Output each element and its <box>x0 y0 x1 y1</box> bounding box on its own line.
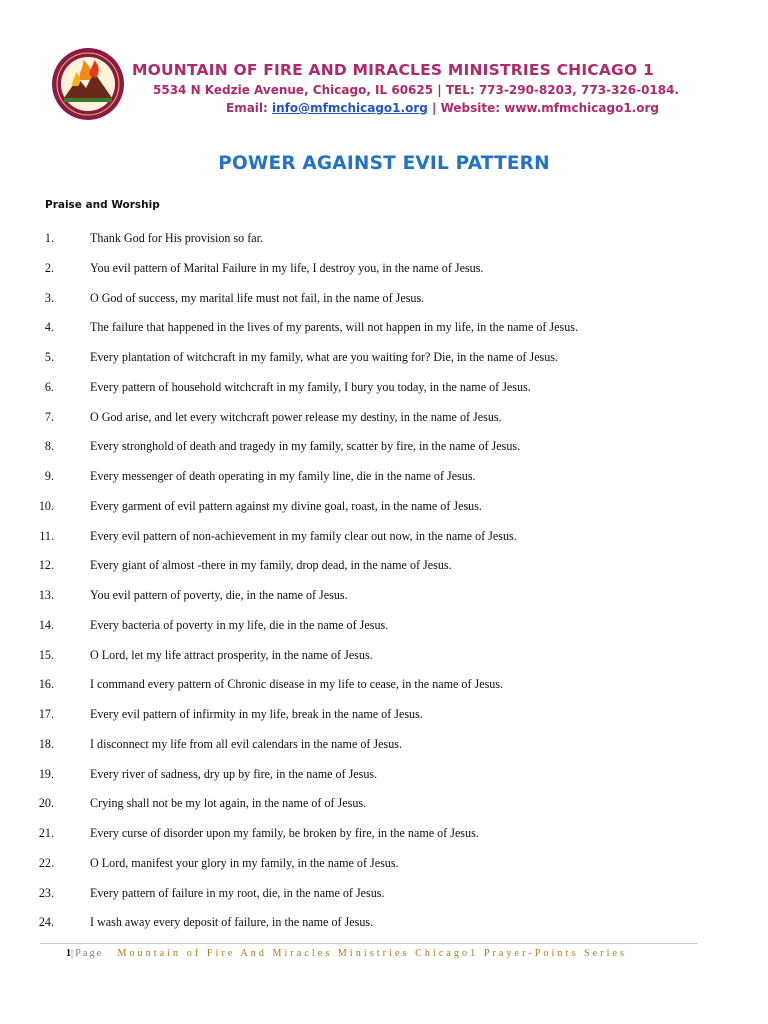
prayer-point-text: Crying shall not be my lot again, in the name of of Jesus. <box>90 796 367 811</box>
organization-name: MOUNTAIN OF FIRE AND MIRACLES MINISTRIES CHICAGO 1 <box>132 61 654 79</box>
prayer-point-text: Every river of sadness, dry up by fire, in the name of Jesus. <box>90 766 378 781</box>
prayer-point-number: 1. <box>44 231 54 245</box>
letterhead <box>48 44 748 124</box>
footer-divider <box>40 943 698 944</box>
prayer-point-number: 14. <box>38 617 54 632</box>
page-number: 1 <box>66 948 71 959</box>
prayer-point-text: O God arise, and let every witchcraft power release my destiny, in the name of Jesus. <box>90 409 502 424</box>
prayer-point-text: Every pattern of household witchcraft in my family, I bury you today, in the name of Jesus. <box>90 379 531 394</box>
website-text: | Website: www.mfmchicago1.org <box>427 101 659 115</box>
prayer-point-number: 2. <box>44 260 54 275</box>
page-footer <box>66 948 627 959</box>
prayer-point-text: I wash away every deposit of failure, in the name of Jesus. <box>90 915 374 930</box>
prayer-point-text: O God of success, my marital life must not fail, in the name of Jesus. <box>90 290 425 305</box>
section-heading: Praise and Worship <box>45 199 160 211</box>
prayer-point-text: Every curse of disorder upon my family, be broken by fire, in the name of Jesus. <box>90 826 479 840</box>
prayer-point-number: 18. <box>38 736 54 751</box>
prayer-point-text: I disconnect my life from all evil calendars in the name of Jesus. <box>90 736 402 751</box>
prayer-point-number: 21. <box>38 826 54 840</box>
prayer-point-text: Every giant of almost -there in my family, drop dead, in the name of Jesus. <box>90 558 452 573</box>
email-link[interactable]: info@mfmchicago1.org <box>272 101 428 115</box>
prayer-point-number: 16. <box>38 677 54 692</box>
prayer-point-number: 17. <box>38 707 54 721</box>
page-label: |Page <box>71 948 104 959</box>
prayer-point-text: Every plantation of witchcraft in my family, what are you waiting for? Die, in the name of Jesus. <box>90 350 559 364</box>
prayer-point-number: 8. <box>44 439 54 454</box>
prayer-point-text: Every stronghold of death and tragedy in my family, scatter by fire, in the name of Jesus. <box>90 439 521 454</box>
prayer-point-number: 13. <box>38 588 54 602</box>
prayer-point-number: 7. <box>44 409 54 424</box>
prayer-point-text: Every pattern of failure in my root, die, in the name of Jesus. <box>90 885 385 900</box>
prayer-point-number: 23. <box>38 885 54 900</box>
email-label: Email: <box>226 101 273 115</box>
prayer-point-number: 10. <box>38 498 54 513</box>
prayer-point-number: 4. <box>44 320 54 335</box>
organization-contact <box>226 101 659 115</box>
prayer-point-number: 6. <box>44 379 54 394</box>
prayer-point-text: You evil pattern of poverty, die, in the name of Jesus. <box>90 588 348 602</box>
prayer-point-number: 20. <box>38 796 54 811</box>
prayer-point-text: Every messenger of death operating in my family line, die in the name of Jesus. <box>90 469 476 483</box>
prayer-point-number: 9. <box>44 469 54 483</box>
prayer-point-number: 22. <box>38 855 54 870</box>
prayer-point-number: 19. <box>38 766 54 781</box>
ministry-logo-icon <box>50 46 126 122</box>
prayer-point-text: I command every pattern of Chronic disease in my life to cease, in the name of Jesus. <box>90 677 504 692</box>
prayer-point-text: Every evil pattern of non-achievement in my family clear out now, in the name of Jesus. <box>90 528 517 543</box>
prayer-point-text: The failure that happened in the lives of my parents, will not happen in my life, in the name of Jesus. <box>90 320 578 335</box>
prayer-point-text: Every bacteria of poverty in my life, die in the name of Jesus. <box>90 617 389 632</box>
prayer-point-number: 5. <box>44 350 54 364</box>
prayer-point-number: 11. <box>39 528 54 543</box>
prayer-point-text: O Lord, let my life attract prosperity, in the name of Jesus. <box>90 647 373 662</box>
prayer-point-text: Thank God for His provision so far. <box>90 231 263 245</box>
series-title: Mountain of Fire And Miracles Ministries Chicago1 Prayer-Points Series <box>117 948 627 959</box>
prayer-point-text: Every evil pattern of infirmity in my life, break in the name of Jesus. <box>90 707 423 721</box>
document-title: POWER AGAINST EVIL PATTERN <box>218 153 550 174</box>
prayer-point-text: O Lord, manifest your glory in my family, in the name of Jesus. <box>90 855 399 870</box>
prayer-point-text: You evil pattern of Marital Failure in my life, I destroy you, in the name of Jesus. <box>90 260 484 275</box>
organization-address: 5534 N Kedzie Avenue, Chicago, IL 60625 | TEL: 773-290-8203, 773-326-0184. <box>153 83 680 97</box>
prayer-point-number: 3. <box>44 290 54 305</box>
prayer-point-number: 24. <box>38 915 54 930</box>
prayer-point-number: 12. <box>38 558 54 573</box>
prayer-point-number: 15. <box>38 647 54 662</box>
prayer-point-text: Every garment of evil pattern against my divine goal, roast, in the name of Jesus. <box>90 498 482 513</box>
